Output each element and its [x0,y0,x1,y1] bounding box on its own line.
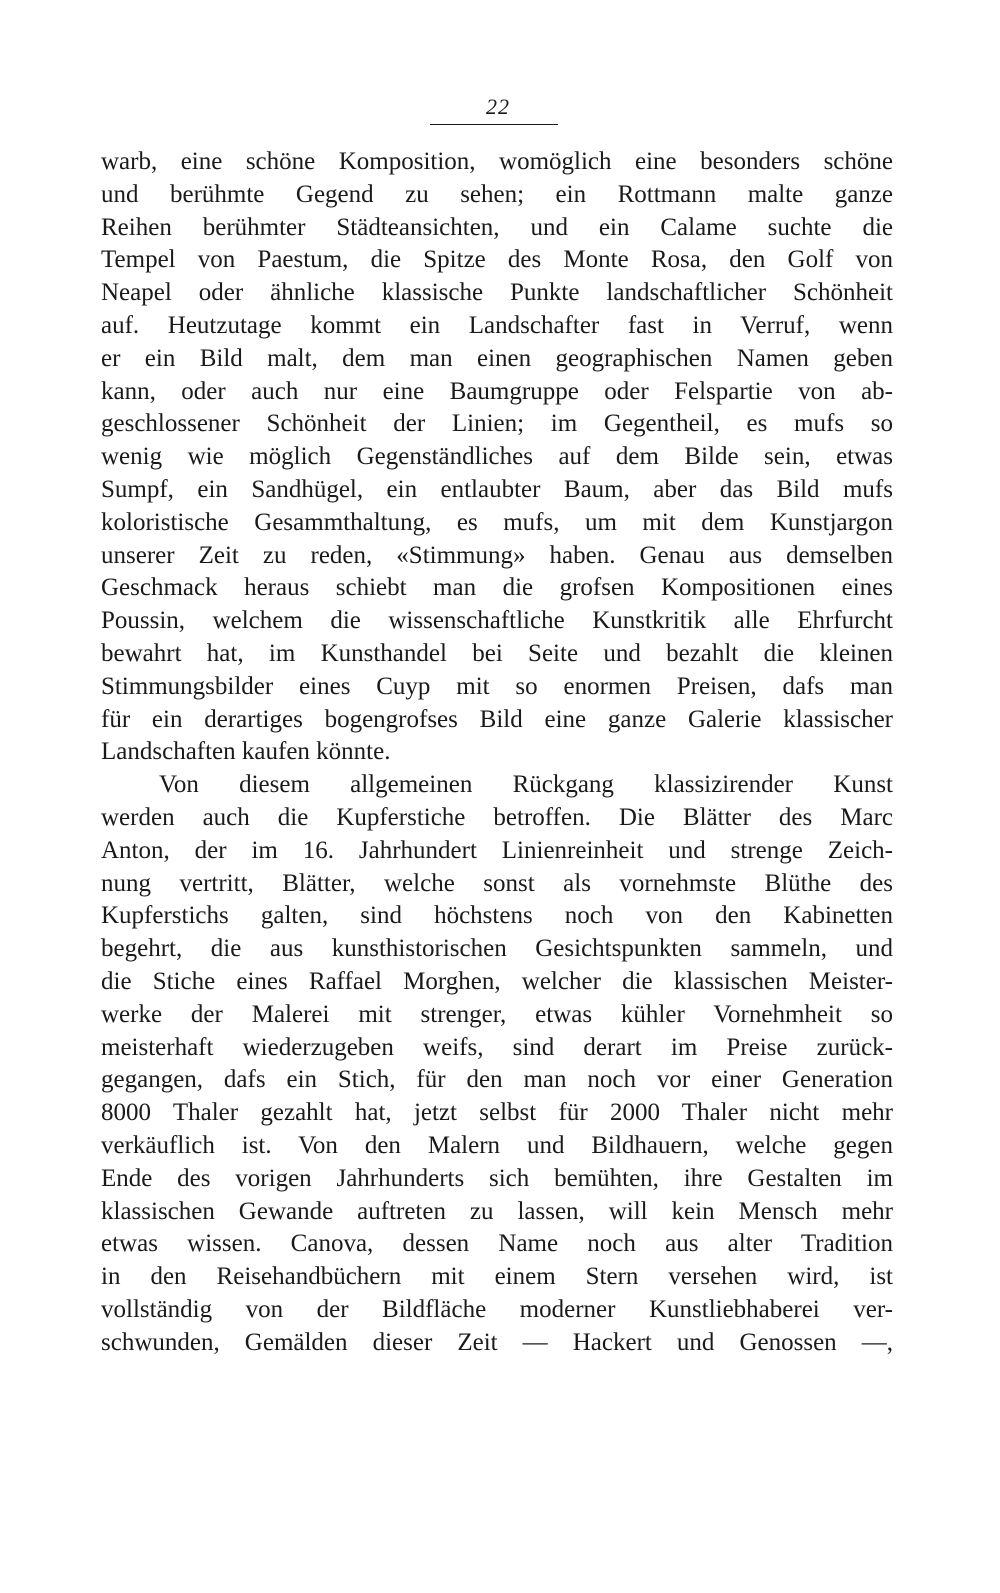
text-line: schwunden, Gemälden dieser Zeit — Hackert und Genossen —, [101,1328,893,1356]
text-line: Ende des vorigen Jahrhunderts sich bemühten, ihre Gestalten im [101,1164,893,1192]
text-line: Sumpf, ein Sandhügel, ein entlaubter Baum, aber das Bild mufs [101,475,893,503]
text-line: etwas wissen. Canova, dessen Name noch aus alter Tradition [101,1230,893,1258]
text-line: in den Reisehandbüchern mit einem Stern versehen wird, ist [101,1263,893,1291]
text-line: koloristische Gesammthaltung, es mufs, um mit dem Kunstjargon [101,508,893,536]
text-line: kann, oder auch nur eine Baumgruppe oder Felspartie von ab- [101,377,893,405]
paragraph-1 [101,146,893,769]
text-line: bewahrt hat, im Kunsthandel bei Seite und bezahlt die kleinen [101,639,893,667]
text-line: wenig wie möglich Gegenständliches auf dem Bilde sein, etwas [101,443,893,471]
text-line: 8000 Thaler gezahlt hat, jetzt selbst für 2000 Thaler nicht mehr [101,1099,893,1127]
text-line: Tempel von Paestum, die Spitze des Monte Rosa, den Golf von [101,246,893,274]
text-line: unserer Zeit zu reden, «Stimmung» haben. Genau aus demselben [101,541,893,569]
text-line: Reihen berühmter Städteansichten, und ein Calame suchte die [101,213,893,241]
text-line: warb, eine schöne Komposition, womöglich eine besonders schöne [101,148,893,175]
text-line: Poussin, welchem die wissenschaftliche Kunstkritik alle Ehrfurcht [101,607,893,635]
text-line: und berühmte Gegend zu sehen; ein Rottmann malte ganze [101,180,893,208]
text-line: vollständig von der Bildfläche moderner Kunstliebhaberei ver- [101,1295,893,1323]
text-line: er ein Bild malt, dem man einen geographischen Namen geben [101,344,893,372]
text-line: Kupferstichs galten, sind höchstens noch von den Kabinetten [101,902,893,930]
text-line: die Stiche eines Raffael Morghen, welcher die klassischen Meister- [101,967,893,995]
text-line: geschlossener Schönheit der Linien; im Gegentheil, es mufs so [101,410,893,438]
text-line: Geschmack heraus schiebt man die grofsen Kompositionen eines [101,574,893,602]
text-line: Stimmungsbilder eines Cuyp mit so enormen Preisen, dafs man [101,672,893,700]
text-line: verkäuflich ist. Von den Malern und Bildhauern, welche gegen [101,1131,893,1159]
body-text [101,146,893,1359]
text-line: Anton, der im 16. Jahrhundert Linienreinheit und strenge Zeich- [101,836,893,864]
text-line: begehrt, die aus kunsthistorischen Gesichtspunkten sammeln, und [101,935,893,963]
text-line: Von diesem allgemeinen Rückgang klassizirender Kunst [159,771,893,799]
text-line: klassischen Gewande auftreten zu lassen, will kein Mensch mehr [101,1197,893,1225]
text-line: nung vertritt, Blätter, welche sonst als vornehmste Blüthe des [101,869,893,897]
text-line: meisterhaft wiederzugeben weifs, sind derart im Preise zurück- [101,1033,893,1061]
page-number: 22 [486,94,510,119]
text-line: werden auch die Kupferstiche betroffen. Die Blätter des Marc [101,803,893,831]
text-line: Landschaften kaufen könnte. [101,738,391,766]
text-line: Neapel oder ähnliche klassische Punkte landschaftlicher Schönheit [101,279,893,307]
paragraph-2 [101,769,893,1359]
text-line: auf. Heutzutage kommt ein Landschafter fast in Verruf, wenn [101,311,893,339]
text-line: werke der Malerei mit strenger, etwas kühler Vornehmheit so [101,1000,893,1028]
text-line: für ein derartiges bogengrofses Bild eine ganze Galerie klassischer [101,705,893,733]
text-line: gegangen, dafs ein Stich, für den man noch vor einer Generation [101,1066,893,1094]
header-rule [430,124,558,125]
